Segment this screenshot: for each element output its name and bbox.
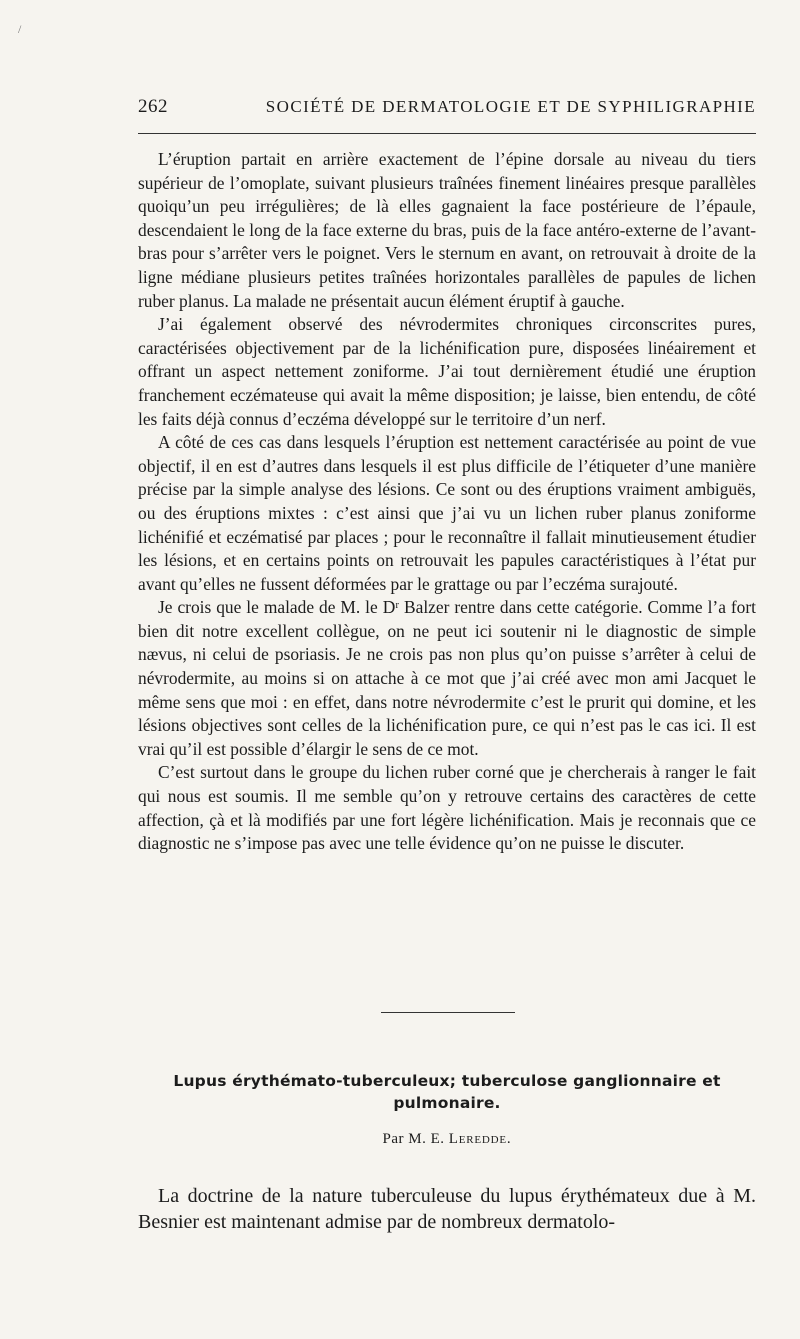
running-title: SOCIÉTÉ DE DERMATOLOGIE ET DE SYPHILIGRAPHIE [265, 97, 756, 116]
byline-author: Leredde. [448, 1131, 512, 1147]
paragraph: Je crois que le malade de M. le Dʳ Balzer rentre dans cette catégorie. Comme l’a fort bien dit notre excellent collègue, on ne peut ici soutenir ni le diagnostic de simple nævus, ni celui de psoriasis. Je ne crois pas non plus qu’on puisse s’arrêter à celui de névrodermite, au moins si on attache à ce mot que j’ai créé avec mon ami Jacquet le même sens que moi : en effet, dans notre névrodermite c’est le prurit qui domine, et les lésions objectives sont celles de la lichénification pure, ce qui n’est pas le cas ici. Il est vrai qu’il est possible d’élargir le sens de ce mot. [138, 597, 756, 759]
body-text [138, 148, 756, 856]
byline-prefix: Par M. E. [382, 1131, 445, 1147]
running-header [138, 96, 756, 118]
byline [138, 1131, 756, 1148]
page-number: 262 [138, 96, 168, 117]
section-divider [381, 1012, 515, 1013]
section-intro [138, 1184, 756, 1235]
paragraph: C’est surtout dans le groupe du lichen ruber corné que je chercherais à ranger le fait qui nous est soumis. Il me semble qu’on y retrouve certains des caractères de cette affection, çà et là modifiés par une fort légère lichénification. Mais je reconnais que ce diagnostic ne s’impose pas avec une telle évidence qu’on ne puisse le discuter. [138, 762, 756, 854]
paragraph: A côté de ces cas dans lesquels l’éruption est nettement caractérisée au point de vue objectif, il en est d’autres dans lesquels il est plus difficile de l’étiqueter d’une manière précise par la simple analyse des lésions. Ce sont ou des éruptions vraiment ambiguës, ou des éruptions mixtes : c’est ainsi que j’ai vu un lichen ruber planus zoniforme lichénifié et eczématisé par places ; pour le reconnaître il fallait minutieusement étudier les lésions, et en certains points on retrouvait les papules caractéristiques à l’état pur avant qu’elles ne fussent déformées par le grattage ou par l’eczéma surajouté. [138, 432, 756, 594]
paragraph: L’éruption partait en arrière exactement de l’épine dorsale au niveau du tiers supérieur de l’omoplate, suivant plusieurs traînées finement linéaires presque parallèles quoiqu’un peu irrégulières; de là elles gagnaient la face postérieure de l’épaule, descendaient le long de la face externe du bras, puis de la face antéro-externe de l’avant-bras pour s’arrêter vers le poignet. Vers le sternum en avant, on retrouvait à droite de la ligne médiane plusieurs petites traînées horizontales parallèles de papules de lichen ruber planus. La malade ne présentait aucun élément éruptif à gauche. [138, 149, 756, 311]
intro-paragraph: La doctrine de la nature tuberculeuse du lupus érythémateux due à M. Besnier est maintenant admise par de nombreux dermatolo- [138, 1185, 756, 1233]
margin-mark: / [18, 22, 22, 36]
header-rule [138, 133, 756, 134]
section-title: Lupus érythémato-tuberculeux; tuberculose ganglionnaire et pulmonaire. [173, 1072, 721, 1112]
paragraph: J’ai également observé des névrodermites chroniques circonscrites pures, caractérisées objectivement par de la lichénification pure, disposées linéairement et offrant un aspect nettement zoniforme. J’ai tout dernièrement étudié une éruption franchement eczémateuse qui avait la même disposition; je laisse, bien entendu, de côté les faits déjà connus d’eczéma développé sur le territoire d’un nerf. [138, 314, 756, 429]
